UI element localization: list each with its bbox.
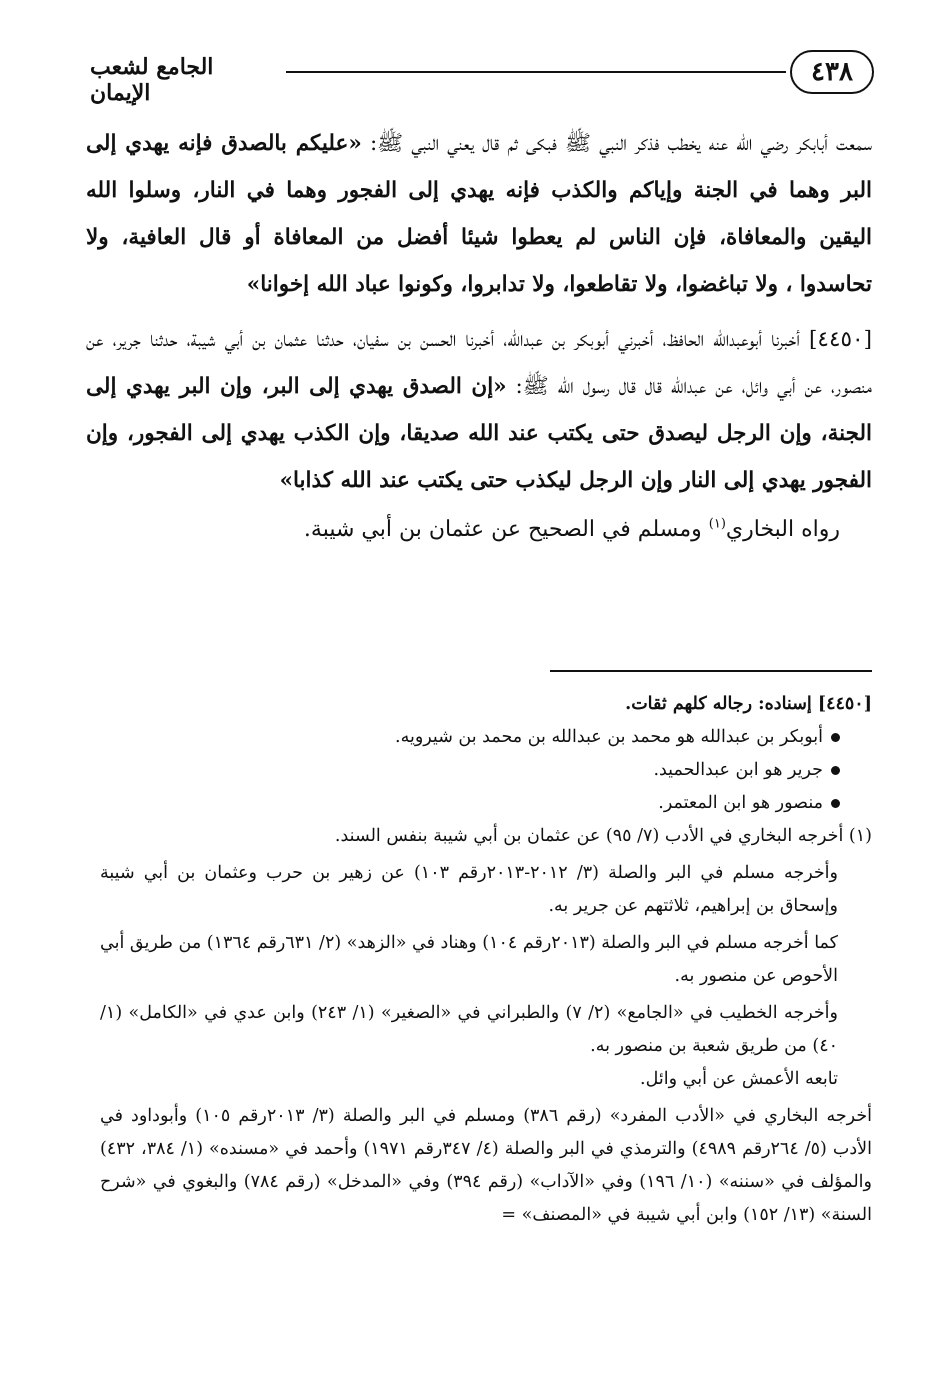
footnote-bullet — [100, 787, 872, 820]
paragraph-2-hadith: «إن الصدق يهدي إلى البر، وإن البر يهدي إلى الجنة، وإن الرجل ليصدق حتى يكتب عند الله صديقا، وإن الكذب يهدي إلى الفجور، وإن الفجور يهدي إلى النار وإن الرجل ليكذب حتى يكتب عند الله كذابا» — [86, 374, 872, 493]
footnote-bullet — [100, 754, 872, 787]
footnote-1-continued: وأخرجه الخطيب في «الجامع» (٢/ ٧) والطبراني في «الصغير» (١/ ٢٤٣) وابن عدي في «الكامل» (١/ ٤٠) من طريق شعبة بن منصور به. — [100, 1003, 838, 1056]
bullet-icon — [831, 766, 840, 775]
main-text — [86, 120, 872, 554]
footnote-1-continued: كما أخرجه مسلم في البر والصلة (٢٠١٣رقم ١٠٤) وهناد في «الزهد» (٢/ ٦٣١رقم ١٣٦٤) من طريق أبي الأحوص عن منصور به. — [100, 933, 839, 986]
footnote-separator — [550, 670, 872, 672]
footnote-1-continued: تابعه الأعمش عن أبي وائل. — [640, 1069, 838, 1089]
page-number: ٤٣٨ — [790, 50, 874, 94]
riwaya-text-a: رواه البخاري — [725, 517, 840, 542]
footnote-isnad-head: [٤٤٥٠] إسناده: رجاله كلهم ثقات. — [625, 694, 872, 714]
paragraph-1 — [86, 120, 872, 308]
paragraph-2-isnad: [٤٤٥٠] أخبرنا أبوعبدالله الحافظ، أخبرني أبوبكر بن عبدالله، أخبرنا الحسن بن سفيان، حدثنا عثمان بن أبي شيبة، حدثنا جرير، عن منصور، عن أبي وائل، عن عبدالله قال قال رسول الله ﷺ: — [86, 327, 872, 399]
paragraph-1-hadith: «عليكم بالصدق فإنه يهدي إلى البر وهما في الجنة وإياكم والكذب فإنه يهدي إلى الفجور وهما في النار، وسلوا الله اليقين والمعافاة، فإن الناس لم يعطوا شيئا أفضل من المعافاة أو قال العافية، ولا تحاسدوا ، ولا تباغضوا، ولا تقاطعوا، ولا تدابروا، وكونوا عباد الله إخوانا» — [86, 131, 872, 297]
bullet-text: منصور هو ابن المعتمر. — [658, 793, 823, 813]
footnote-1: (١) أخرجه البخاري في الأدب (٧/ ٩٥) عن عثمان بن أبي شيبة بنفس السند. — [334, 826, 872, 846]
bullet-text: أبوبكر بن عبدالله هو محمد بن عبدالله بن محمد بن شيرويه. — [395, 727, 823, 747]
page-header — [90, 44, 874, 104]
riwaya-line — [86, 506, 872, 554]
paragraph-2 — [86, 316, 872, 504]
bullet-text: جرير هو ابن عبدالحميد. — [653, 760, 823, 780]
header-rule — [286, 71, 786, 73]
footnote-bullet — [100, 721, 872, 754]
footnote-ref-1[interactable]: (١) — [708, 516, 726, 532]
bullet-icon — [831, 733, 840, 742]
footnotes — [100, 688, 872, 1232]
footnote-1-continued: وأخرجه مسلم في البر والصلة (٣/ ٢٠١٢-٢٠١٣رقم ١٠٣) عن زهير بن حرب وعثمان بن أبي شيبة وإسحاق بن إبراهيم، ثلاثتهم عن جرير به. — [100, 863, 838, 916]
book-title: الجامع لشعب الإيمان — [90, 54, 214, 106]
paragraph-1-intro: سمعت أبابكر رضي الله عنه يخطب فذكر النبي ﷺ فبكى ثم قال يعني النبي ﷺ: — [369, 131, 872, 156]
footnote-1-continued: أخرجه البخاري في «الأدب المفرد» (رقم ٣٨٦) ومسلم في البر والصلة (٣/ ٢٠١٣رقم ١٠٥) وأبوداود في الأدب (٥/ ٢٦٤رقم ٤٩٨٩) والترمذي في البر والصلة (٤/ ٣٤٧رقم ١٩٧١) وأحمد في «مسنده» (١/ ٣٨٤، ٤٣٢) والمؤلف في «سننه» (١٠/ ١٩٦) وفي «الآداب» (رقم ٣٩٤) وفي «المدخل» (رقم ٧٨٤) والبغوي في «شرح السنة» (١٣/ ١٥٢) وابن أبي شيبة في «المصنف» = — [100, 1106, 873, 1225]
riwaya-text-b: ومسلم في الصحيح عن عثمان بن أبي شيبة. — [303, 517, 709, 542]
bullet-icon — [831, 799, 840, 808]
